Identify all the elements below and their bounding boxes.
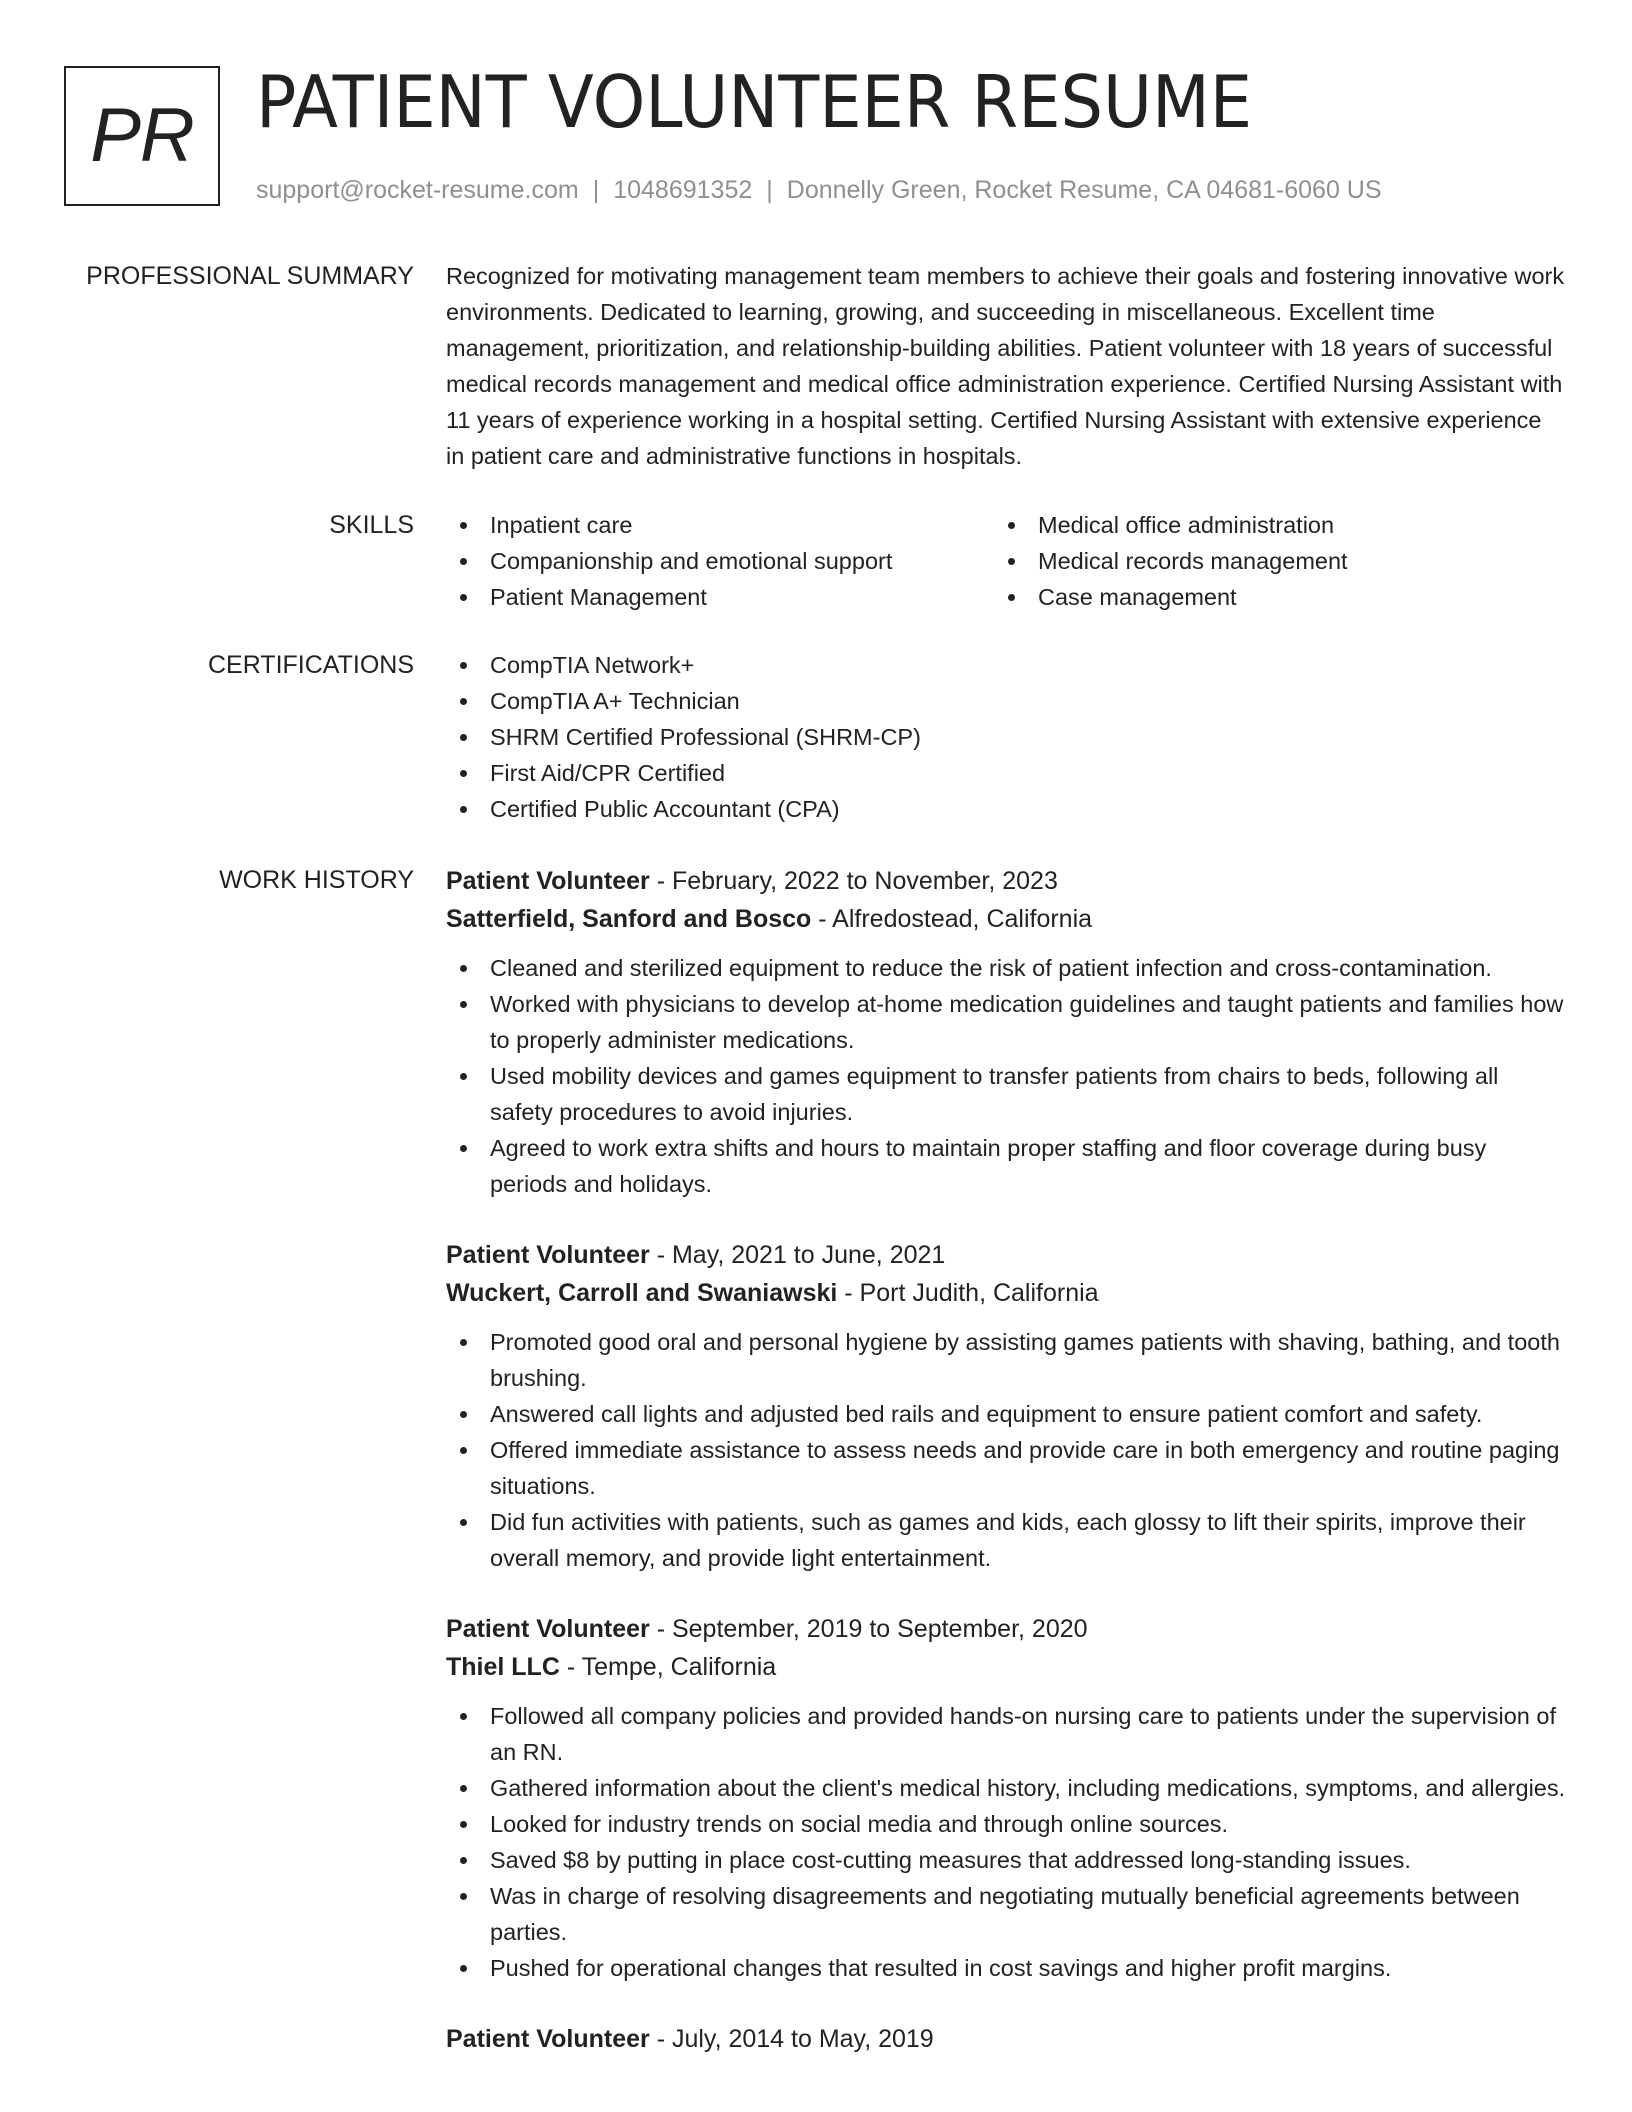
- job-role: Patient Volunteer: [446, 1615, 650, 1643]
- job-entry: [446, 2020, 1566, 2058]
- job-company-line: [446, 900, 1566, 938]
- job-duty-item: Followed all company policies and provided hands-on nursing care to patients under the supervision of an RN.: [446, 1698, 1566, 1770]
- certification-item: CompTIA A+ Technician: [446, 683, 1566, 719]
- job-duty-item: Did fun activities with patients, such as games and kids, each glossy to lift their spirits, improve their overall memory, and provide light entertainment.: [446, 1504, 1566, 1576]
- skill-item: Medical records management: [994, 543, 1542, 579]
- job-duty-item: Worked with physicians to develop at-home medication guidelines and taught patients and families how to properly administer medications.: [446, 986, 1566, 1058]
- job-location: - Tempe, California: [559, 1653, 777, 1681]
- work-history-section: [446, 862, 1566, 2092]
- skill-item: Patient Management: [446, 579, 994, 615]
- summary-section: [446, 258, 1566, 474]
- contact-separator: |: [592, 176, 600, 204]
- certifications-label: CERTIFICATIONS: [207, 651, 414, 679]
- skill-item: Companionship and emotional support: [446, 543, 994, 579]
- job-role: Patient Volunteer: [446, 1241, 650, 1269]
- contact-line: [256, 172, 1382, 208]
- job-duty-item: Pushed for operational changes that resulted in cost savings and higher profit margins.: [446, 1950, 1566, 1986]
- summary-label: PROFESSIONAL SUMMARY: [86, 262, 414, 290]
- job-title-line: [446, 1610, 1566, 1648]
- job-duty-item: Offered immediate assistance to assess needs and provide care in both emergency and routine paging situations.: [446, 1432, 1566, 1504]
- contact-phone[interactable]: 1048691352: [613, 176, 753, 204]
- job-entry: [446, 1610, 1566, 1986]
- summary-text: Recognized for motivating management team members to achieve their goals and fostering innovative work environments. Dedicated to learning, growing, and succeeding in miscellaneous. Excellent time management, prioritization, and relationship-building abilities. Patient volunteer with 18 years of successful medical records management and medical office administration experience. Certified Nursing Assistant with 11 years of experience working in a hospital setting. Certified Nursing Assistant with extensive experience in patient care and administrative functions in hospitals.: [446, 263, 1565, 469]
- job-title-line: [446, 862, 1566, 900]
- job-duty-item: Looked for industry trends on social media and through online sources.: [446, 1806, 1566, 1842]
- job-duty-item: Cleaned and sterilized equipment to reduce the risk of patient infection and cross-contamination.: [446, 950, 1566, 986]
- monogram-logo: [64, 66, 220, 206]
- job-dates: - July, 2014 to May, 2019: [649, 2025, 934, 2053]
- certification-item: First Aid/CPR Certified: [446, 755, 1566, 791]
- certification-item: SHRM Certified Professional (SHRM-CP): [446, 719, 1566, 755]
- job-duties-list: [446, 1324, 1566, 1576]
- certification-item: Certified Public Accountant (CPA): [446, 791, 1566, 827]
- job-company: Wuckert, Carroll and Swaniawski: [446, 1279, 838, 1307]
- job-duty-item: Saved $8 by putting in place cost-cutting measures that addressed long-standing issues.: [446, 1842, 1566, 1878]
- skill-item: Case management: [994, 579, 1542, 615]
- job-company-line: [446, 1274, 1566, 1312]
- contact-separator: |: [766, 176, 773, 204]
- skills-section: [446, 507, 1566, 615]
- skills-list-right: [994, 507, 1542, 615]
- work-history-label: WORK HISTORY: [219, 866, 414, 894]
- monogram-initials: PR: [90, 93, 194, 178]
- job-role: Patient Volunteer: [446, 2025, 650, 2053]
- job-company: Thiel LLC: [446, 1653, 560, 1681]
- job-duty-item: Answered call lights and adjusted bed rails and equipment to ensure patient comfort and safety.: [446, 1396, 1566, 1432]
- job-entry: [446, 1236, 1566, 1576]
- job-dates: - May, 2021 to June, 2021: [649, 1241, 946, 1269]
- skill-item: Inpatient care: [446, 507, 994, 543]
- skills-list-left: [446, 507, 994, 615]
- job-company-line: [446, 1648, 1566, 1686]
- job-title-line: [446, 1236, 1566, 1274]
- skills-label: SKILLS: [329, 511, 414, 539]
- job-entry: [446, 862, 1566, 1202]
- job-duty-item: Promoted good oral and personal hygiene by assisting games patients with shaving, bathing, and tooth brushing.: [446, 1324, 1566, 1396]
- job-duties-list: [446, 950, 1566, 1202]
- skill-item: Medical office administration: [994, 507, 1542, 543]
- job-role: Patient Volunteer: [446, 867, 650, 895]
- job-dates: - February, 2022 to November, 2023: [649, 867, 1058, 895]
- resume-title: PATIENT VOLUNTEER RESUME: [256, 60, 1253, 144]
- job-duties-list: [446, 1698, 1566, 1986]
- skills-grid: [446, 507, 1566, 615]
- job-duty-item: Agreed to work extra shifts and hours to maintain proper staffing and floor coverage during busy periods and holidays.: [446, 1130, 1566, 1202]
- job-duty-item: Gathered information about the client's medical history, including medications, symptoms, and allergies.: [446, 1770, 1566, 1806]
- certifications-list: [446, 647, 1566, 827]
- contact-email[interactable]: support@rocket-resume.com: [256, 176, 579, 204]
- job-dates: - September, 2019 to September, 2020: [649, 1615, 1088, 1643]
- job-location: - Port Judith, California: [837, 1279, 1099, 1307]
- job-duty-item: Was in charge of resolving disagreements and negotiating mutually beneficial agreements between parties.: [446, 1878, 1566, 1950]
- job-location: - Alfredostead, California: [811, 905, 1093, 933]
- certifications-section: [446, 647, 1566, 827]
- certification-item: CompTIA Network+: [446, 647, 1566, 683]
- job-duty-item: Used mobility devices and games equipment to transfer patients from chairs to beds, following all safety procedures to avoid injuries.: [446, 1058, 1566, 1130]
- job-title-line: [446, 2020, 1566, 2058]
- job-company: Satterfield, Sanford and Bosco: [446, 905, 812, 933]
- contact-address: Donnelly Green, Rocket Resume, CA 04681-6060 US: [786, 176, 1382, 204]
